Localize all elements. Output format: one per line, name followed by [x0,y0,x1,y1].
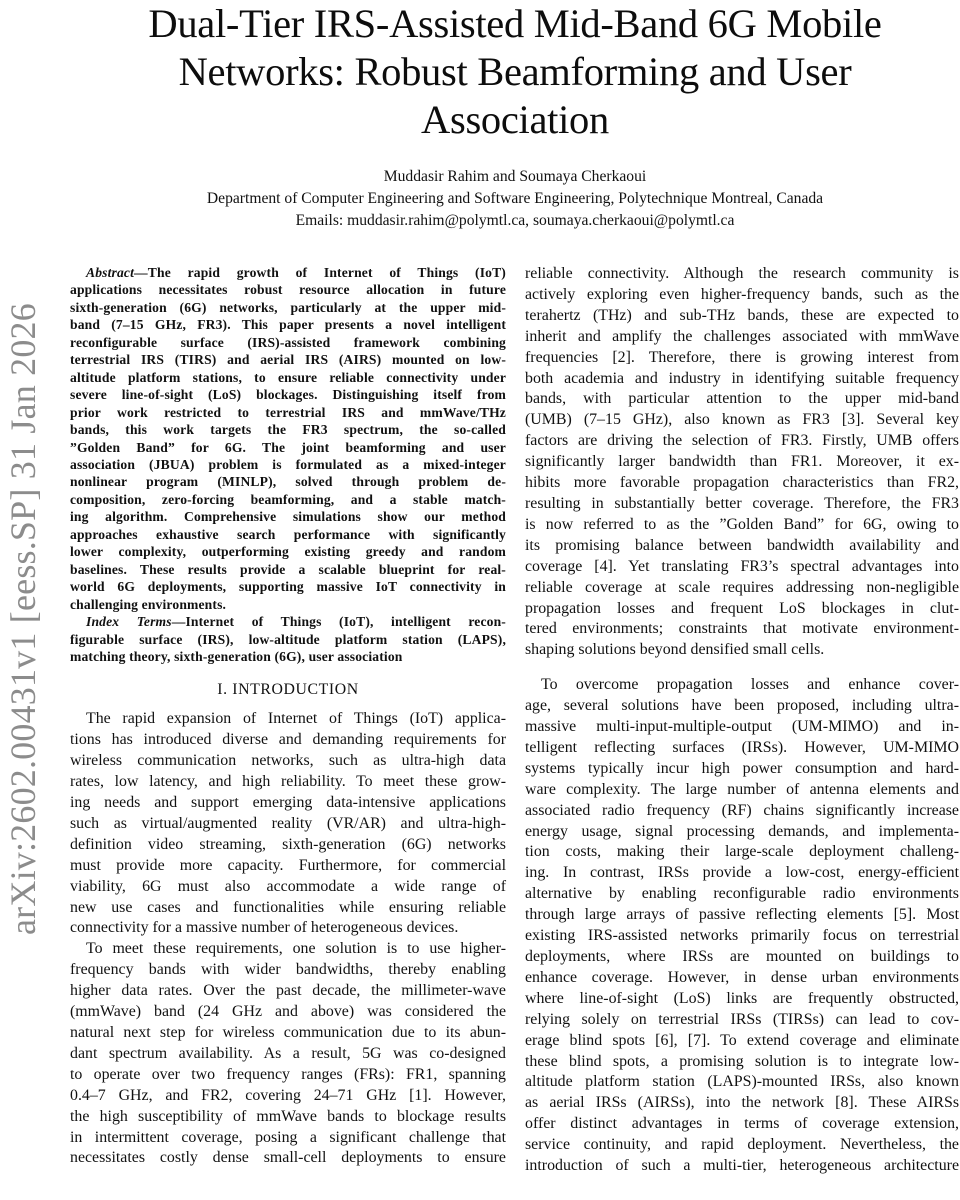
text-line: severe line-of-sight (LoS) blockages. Distinguishing itself from [70,387,506,403]
text-line: ing algorithm. Comprehensive simulations show our method [70,509,506,525]
index-terms [70,613,506,665]
section-heading-introduction: I. INTRODUCTION [217,681,359,699]
text-line: nonlinear program (MINLP), solved through problem de- [70,474,506,490]
text-line: propagation losses and frequent LoS blockages in clut- [525,599,959,617]
arxiv-watermark: arXiv:2602.00431v1 [eess.SP] 31 Jan 2026 [3,303,43,935]
introduction-body [70,709,506,1169]
text-line: energy usage, signal processing demands, and implementa- [525,822,959,840]
text-line: service continuity, and rapid deployment. Nevertheless, the [525,1136,959,1154]
text-line: natural next step for wireless communication due to its abun- [70,1024,506,1042]
text-line: bands, this work targets the FR3 spectrum, the so-called [70,422,506,438]
text-line: applications necessitates robust resource allocation in future [70,282,506,298]
abstract-paragraph [70,264,506,613]
right-column [525,264,959,1177]
index-terms-label: Index Terms [86,614,172,630]
text-line: definition video streaming, sixth-generation (6G) networks [70,835,506,853]
text-line: terahertz (THz) and sub-THz bands, these are expected to [525,306,959,324]
text-line: must provide more capacity. Furthermore, for commercial [70,856,506,874]
text-line: viability, 6G must also accommodate a wide range of [70,877,506,895]
text-line: The rapid expansion of Internet of Things (IoT) applica- [86,710,506,728]
text-line: age, several solutions have been proposed, including ultra- [525,697,959,715]
text-line: lower complexity, outperforming existing greedy and random [70,544,506,560]
paragraph [70,709,506,939]
text-line: as aerial IRSs (AIRSs), into the network [8]. These AIRSs [525,1094,959,1112]
text-line: ”Golden Band” for 6G. The joint beamforming and user [70,439,506,455]
paragraph-continued [525,264,959,661]
text-line: actively exploring even higher-frequency bands, such as the [525,285,959,303]
text-line: frequencies [2]. Therefore, there is growing interest from [525,348,959,366]
text-line: baselines. These results provide a scalable blueprint for real- [70,561,506,577]
text-line: systems typically incur high power consumption and hard- [525,759,959,777]
abstract-label: Abstract [86,265,135,280]
text-line: figurable surface (IRS), low-altitude platform station (LAPS), [70,631,506,647]
text-line: these blind spots, a promising solution is to integrate low- [525,1052,959,1070]
text-line: higher data rates. Over the past decade, the millimeter-wave [70,982,506,1000]
left-column [70,264,506,1169]
author-block [70,166,960,232]
text-line: 0.4–7 GHz, and FR2, covering 24–71 GHz [1]. However, [70,1086,506,1104]
text-line: challenging environments. [70,596,227,612]
text-line: enhance coverage. However, in dense urban environments [525,968,959,986]
text-line: association (JBUA) problem is formulated as a mixed-integer [70,456,506,472]
text-line: hibits more favorable propagation characteristics than FR2, [525,474,959,492]
title-line: Dual-Tier IRS-Assisted Mid-Band 6G Mobile [148,1,882,46]
text-line: new use cases and functionalities while ensuring reliable [70,898,506,916]
affiliation: Department of Computer Engineering and Software Engineering, Polytechnique Montreal, Canada [206,190,824,207]
text-line: relying solely on terrestrial IRSs (TIRSs) can lead to cov- [525,1010,959,1028]
paper-title [70,0,960,144]
text-line: connectivity for a massive number of heterogeneous devices. [70,919,459,937]
text-line: prior work restricted to terrestrial IRS and mmWave/THz [70,404,506,420]
text-line: rates, low latency, and high reliability. To meet these grow- [70,773,506,791]
text-line: through large arrays of passive reflecting elements [5]. Most [525,906,959,924]
text-line: bands, with particular attention to the upper mid-band [525,390,959,408]
text-line: necessitates costly dense small-cell deployments to ensure [70,1149,506,1167]
text-line: associated radio frequency (RF) chains significantly increase [525,801,959,819]
text-line: erage blind spots [6], [7]. To extend coverage and eliminate [525,1031,959,1049]
text-line: wireless communication networks, such as ultra-high data [70,752,506,770]
text-line: —The rapid growth of Internet of Things (IoT) [134,265,506,280]
text-line: reliable coverage at scale requires addressing non-negligible [525,578,959,596]
text-line: altitude platform stations, to ensure reliable connectivity under [70,369,506,385]
text-line: altitude platform station (LAPS)-mounted IRSs, also known [525,1073,959,1091]
text-line: such as virtual/augmented reality (VR/AR) and ultra-high- [70,814,506,832]
text-line: its promising balance between bandwidth availability and [525,536,959,554]
text-line: massive multi-input-multiple-output (UM-MIMO) and in- [525,718,959,736]
text-line: alternative by enabling reconfigurable radio environments [525,885,959,903]
author-emails: Emails: muddasir.rahim@polymtl.ca, soumaya.cherkaoui@polymtl.ca [295,212,735,229]
text-line: approaches exhaustive search performance with significantly [70,526,506,542]
title-line: Association [421,97,609,142]
text-line: composition, zero-forcing beamforming, and a stable match- [70,491,506,507]
paragraph [525,675,959,1177]
text-line: ware complexity. The large number of antenna elements and [525,780,959,798]
text-line: both academia and industry in identifying suitable frequency [525,369,959,387]
text-line: terrestrial IRS (TIRS) and aerial IRS (AIRS) mounted on low- [70,352,506,368]
paragraph [70,939,506,1169]
text-line: dant spectrum availability. As a result, 5G was co-designed [70,1044,506,1062]
text-line: frequency bands with wider bandwidths, thereby enabling [70,961,506,979]
abstract [70,264,506,665]
text-line: telligent reflecting surfaces (IRSs). However, UM-MIMO [525,738,959,756]
text-line: is now referred to as the ”Golden Band” for 6G, owing to [525,515,959,533]
text-line: inherit and amplify the challenges associated with mmWave [525,327,959,345]
text-line: To meet these requirements, one solution is to use higher- [86,940,506,958]
text-line: reconfigurable surface (IRS)-assisted framework combining [70,334,506,350]
text-line: world 6G deployments, supporting massive IoT connectivity in [70,579,506,595]
text-line: (mmWave) band (24 GHz and above) was considered the [70,1003,506,1021]
text-line: reliable connectivity. Although the research community is [525,265,959,282]
title-line: Networks: Robust Beamforming and User [178,49,852,94]
text-line: sixth-generation (6G) networks, particularly at the upper mid- [70,299,506,315]
text-line: ing. In contrast, IRSs provide a low-cost, energy-efficient [525,864,959,882]
text-line: tions has introduced diverse and demanding requirements for [70,731,506,749]
author-names: Muddasir Rahim and Soumaya Cherkaoui [383,168,647,185]
text-line: significantly larger bandwidth than FR1. Moreover, it ex- [525,453,959,471]
text-line: (UMB) (7–15 GHz), also known as FR3 [3]. Several key [525,411,959,429]
text-line: introduction of such a multi-tier, heterogeneous architecture [525,1157,959,1175]
text-line: ing needs and support emerging data-intensive applications [70,794,506,812]
text-line: shaping solutions beyond densified small cells. [525,641,825,659]
text-line: in intermittent coverage, posing a significant challenge that [70,1128,506,1146]
text-line: —Internet of Things (IoT), intelligent recon- [171,614,506,630]
text-line: where line-of-sight (LoS) links are frequently obstructed, [525,989,959,1007]
text-line: offer distinct advantages in terms of coverage extension, [525,1115,959,1133]
text-line: deployments, where IRSs are mounted on buildings to [525,948,959,965]
text-line: to operate over two frequency ranges (FRs): FR1, spanning [70,1065,506,1083]
text-line: To overcome propagation losses and enhance cover- [541,676,959,694]
text-line: coverage [4]. Yet translating FR3’s spectral advantages into [525,557,959,575]
text-line: factors are driving the selection of FR3. Firstly, UMB offers [525,432,959,450]
text-line: matching theory, sixth-generation (6G), user association [70,648,403,664]
text-line: band (7–15 GHz, FR3). This paper presents a novel intelligent [70,317,506,333]
text-line: the high susceptibility of mmWave bands to blockage results [70,1107,506,1125]
text-line: existing IRS-assisted networks primarily focus on terrestrial [525,927,959,945]
text-line: resulting in substantially better coverage. Therefore, the FR3 [525,494,959,512]
text-line: tered environments; constraints that motivate environment- [525,620,959,638]
text-line: tion costs, making their large-scale deployment challeng- [525,843,959,861]
